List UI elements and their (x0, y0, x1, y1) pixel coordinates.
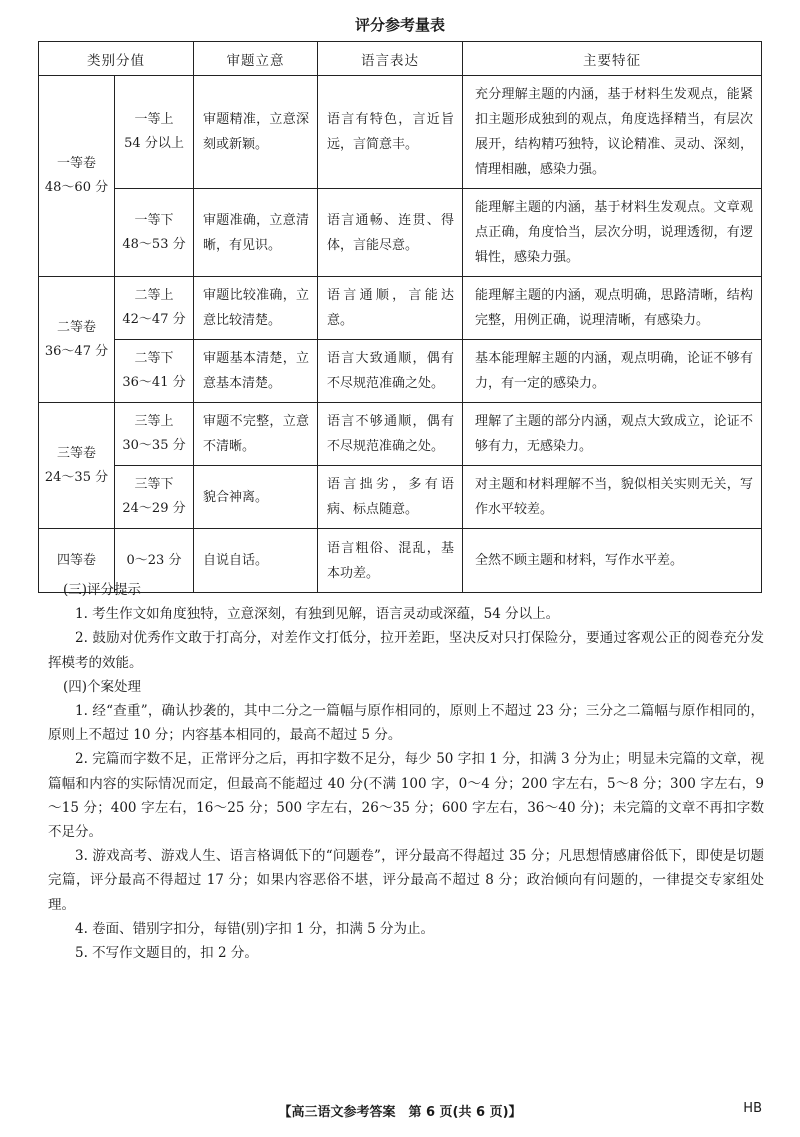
feature-cell: 充分理解主题的内涵，基于材料生发观点，能紧扣主题形成独到的观点，角度选择精当，有层次展开，结构精巧独特，议论精准、灵动、深刻，情理相融，感染力强。 (463, 76, 762, 189)
level-cell (39, 76, 115, 277)
sublevel-cell (115, 76, 194, 189)
table-header-row (39, 42, 762, 76)
sublevel-range: 54 分以上 (124, 136, 184, 151)
section-heading: (四)个案处理 (63, 678, 142, 695)
sublevel-name: 二等下 (134, 351, 174, 366)
sublevel-cell (115, 277, 194, 340)
topic-cell: 审题准确，立意清晰，有见识。 (194, 189, 318, 277)
footer-tag: HB (743, 1101, 762, 1116)
header-topic: 审题立意 (194, 42, 318, 76)
topic-cell: 自说自话。 (194, 529, 318, 593)
feature-cell: 全然不顾主题和材料，写作水平差。 (463, 529, 762, 593)
header-category: 类别分值 (39, 42, 194, 76)
note-item: 2. 鼓励对优秀作文敢于打高分，对差作文打低分，拉开差距，坚决反对只打保险分，要通过客观公正的阅卷充分发挥模考的效能。 (48, 630, 764, 671)
feature-cell: 能理解主题的内涵，基于材料生发观点。文章观点正确，角度恰当，层次分明，说理透彻，有逻辑性，感染力强。 (463, 189, 762, 277)
scoring-rubric-table (38, 41, 762, 593)
level-name: 二等卷 (56, 319, 96, 335)
feature-cell: 能理解主题的内涵，观点明确，思路清晰，结构完整，用例正确，说理清晰，有感染力。 (463, 277, 762, 340)
sublevel-range: 0～23 分 (115, 529, 194, 593)
section-heading: (三)评分提示 (63, 582, 142, 598)
header-language: 语言表达 (318, 42, 463, 76)
level-range: 36～47 分 (44, 343, 109, 359)
topic-cell: 审题比较准确，立意比较清楚。 (194, 277, 318, 340)
sublevel-name: 一等上 (134, 112, 174, 127)
topic-cell: 审题基本清楚，立意基本清楚。 (194, 340, 318, 403)
language-cell: 语言通畅、连贯、得体，言能尽意。 (318, 189, 463, 277)
header-features: 主要特征 (463, 42, 762, 76)
topic-cell: 审题不完整，立意不清晰。 (194, 403, 318, 466)
feature-cell: 理解了主题的部分内涵，观点大致成立，论证不够有力，无感染力。 (463, 403, 762, 466)
table-row (39, 403, 762, 466)
note-item: 2. 完篇而字数不足，正常评分之后，再扣字数不足分，每少 50 字扣 1 分，扣满 3 分为止；明显未完篇的文章，视篇幅和内容的实际情况而定，但最高不能超过 40 分(不满 100 字，0～4 分；200 字左右，5～8 分；300 字左右，9～15 分；400 字左右，16～25 分；500 字左右，26～35 分；600 字左右，36～40 分)；未完篇的文章不再扣字数不足分。 (48, 751, 764, 841)
note-item: 3. 游戏高考、游戏人生、语言格调低下的“问题卷”，评分最高不得超过 35 分；凡思想情感庸俗低下，即使是切题完篇，评分最高不得超过 17 分；如果内容恶俗不堪，评分最高不超过 8 分；政治倾向有问题的，一律提交专家组处理。 (48, 848, 764, 913)
sublevel-name: 三等上 (134, 414, 174, 429)
level-range: 48～60 分 (44, 180, 109, 195)
level-name: 一等卷 (56, 156, 96, 171)
table-row (39, 189, 762, 277)
language-cell: 语言通顺，言能达意。 (318, 277, 463, 340)
feature-cell: 基本能理解主题的内涵，观点明确，论证不够有力，有一定的感染力。 (463, 340, 762, 403)
feature-cell: 对主题和材料理解不当，貌似相关实则无关，写作水平较差。 (463, 466, 762, 529)
sublevel-name: 三等下 (134, 477, 174, 492)
topic-cell: 审题精准，立意深刻或新颖。 (194, 76, 318, 189)
sublevel-cell (115, 340, 194, 403)
sublevel-range: 36～41 分 (122, 375, 186, 390)
note-item: 4. 卷面、错别字扣分，每错(别)字扣 1 分，扣满 5 分为止。 (75, 920, 435, 937)
page-title: 评分参考量表 (354, 16, 445, 34)
topic-cell: 貌合神离。 (194, 466, 318, 529)
table-row (39, 277, 762, 340)
level-range: 24～35 分 (44, 469, 109, 485)
sublevel-range: 48～53 分 (122, 236, 186, 252)
level-cell: 四等卷 (39, 529, 115, 593)
table-row (39, 76, 762, 189)
sublevel-cell (115, 466, 194, 529)
sublevel-range: 42～47 分 (122, 312, 186, 327)
language-cell: 语言有特色，言近旨远，言简意丰。 (318, 76, 463, 189)
grading-notes (48, 578, 764, 965)
language-cell: 语言粗俗、混乱，基本功差。 (318, 529, 463, 593)
language-cell: 语言大致通顺，偶有不尽规范准确之处。 (318, 340, 463, 403)
note-item: 1. 考生作文如角度独特，立意深刻，有独到见解，语言灵动或深蕴，54 分以上。 (75, 606, 560, 623)
sublevel-range: 30～35 分 (122, 438, 186, 453)
level-cell (39, 403, 115, 529)
footer-page-info: 【高三语文参考答案 第 6 页(共 6 页)】 (278, 1105, 522, 1120)
table-row (39, 340, 762, 403)
note-item: 1. 经“查重”，确认抄袭的，其中二分之一篇幅与原作相同的，原则上不超过 23 分；三分之二篇幅与原作相同的，原则上不超过 10 分；内容基本相同的，最高不超过 5 分。 (48, 703, 764, 744)
table-row (39, 466, 762, 529)
sublevel-cell (115, 189, 194, 277)
language-cell: 语言不够通顺，偶有不尽规范准确之处。 (318, 403, 463, 466)
sublevel-range: 24～29 分 (122, 501, 186, 516)
sublevel-name: 二等上 (134, 288, 174, 303)
level-name: 三等卷 (56, 445, 96, 461)
sublevel-cell (115, 403, 194, 466)
language-cell: 语言拙劣，多有语病、标点随意。 (318, 466, 463, 529)
sublevel-name: 一等下 (134, 212, 174, 228)
level-cell (39, 277, 115, 403)
note-item: 5. 不写作文题目的，扣 2 分。 (75, 945, 258, 962)
